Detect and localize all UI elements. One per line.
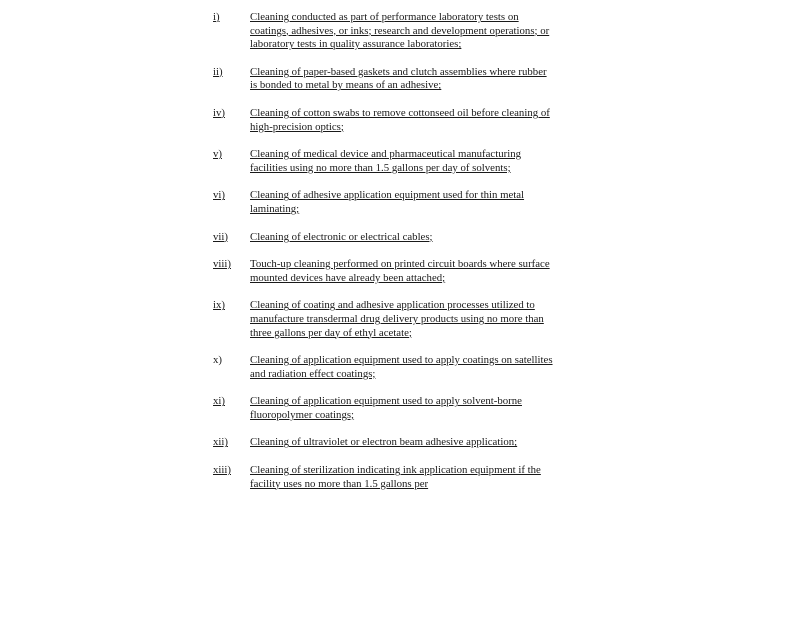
- exemption-list: [213, 11, 553, 505]
- list-item: [213, 258, 553, 285]
- item-number: viii): [213, 258, 231, 271]
- item-number: x): [213, 354, 222, 367]
- item-number: ix): [213, 299, 225, 312]
- item-number: vii): [213, 230, 228, 243]
- list-item: [213, 66, 553, 93]
- item-text: Cleaning of ultraviolet or electron beam adhesive application;: [250, 436, 518, 449]
- item-text: Cleaning of application equipment used to apply coatings on satellites and radiation effect coatings;: [250, 354, 553, 380]
- item-text: Cleaning of cotton swabs to remove cottonseed oil before cleaning of high-precision optics;: [250, 106, 550, 133]
- item-text: Touch-up cleaning performed on printed circuit boards where surface mounted devices have already been attached;: [250, 258, 550, 284]
- item-text: Cleaning of application equipment used to apply solvent-borne fluoropolymer coatings;: [250, 395, 522, 421]
- list-item: [213, 395, 553, 422]
- item-text: Cleaning of coating and adhesive application processes utilized to manufacture transdermal drug delivery products using no more than three gallons per day of ethyl acetate;: [250, 299, 544, 339]
- item-number: v): [213, 148, 222, 161]
- list-item: [213, 189, 553, 216]
- item-text: Cleaning of adhesive application equipment used for thin metal laminating;: [250, 189, 525, 215]
- list-item: [213, 11, 553, 52]
- item-number: vi): [213, 189, 225, 202]
- page-cutoff-area: [0, 540, 800, 618]
- list-item: [213, 436, 553, 450]
- item-text: Cleaning of medical device and pharmaceutical manufacturing facilities using no more than 1.5 gallons per day of solvents;: [250, 148, 522, 174]
- item-text: Cleaning of sterilization indicating ink application equipment if the facility uses no more than 1.5 gallons per: [250, 464, 541, 490]
- list-item: [213, 107, 553, 134]
- item-text: Cleaning of paper-based gaskets and clutch assemblies where rubber is bonded to metal by means of an adhesive;: [250, 65, 547, 92]
- item-text: Cleaning of electronic or electrical cables;: [250, 230, 433, 243]
- item-number: xi): [213, 395, 225, 408]
- item-number: ii): [213, 65, 223, 78]
- item-number: i): [213, 11, 220, 23]
- list-item: [213, 299, 553, 340]
- item-number: iv): [213, 106, 225, 119]
- item-number: xiii): [213, 464, 231, 477]
- item-number: xii): [213, 436, 228, 449]
- list-item: [213, 148, 553, 175]
- item-text: Cleaning conducted as part of performance laboratory tests on coatings, adhesives, or inks; research and development operations; or laboratory tests in quality assurance laboratories;: [250, 11, 550, 51]
- list-item: [213, 231, 553, 245]
- list-item: [213, 464, 553, 491]
- list-item: [213, 354, 553, 381]
